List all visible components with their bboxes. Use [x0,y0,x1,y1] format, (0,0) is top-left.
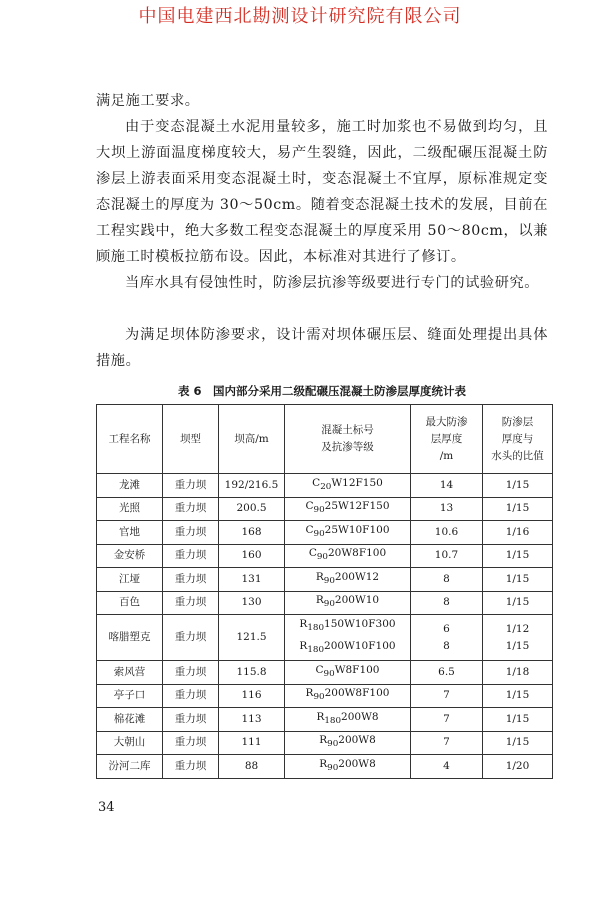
table-row: 龙滩 重力坝 192/216.5 $C_{20}W12F150$ 14 1/15 [97,474,553,498]
seepage-layer-table [96,404,553,779]
header-concrete-grade: 混凝土标号 及抗渗等级 [285,405,411,474]
table-row: 亭子口 重力坝 116 $R_{90}200W8F100$ 7 1/15 [97,684,553,708]
paragraph-erosion: 当库水具有侵蚀性时，防渗层抗渗等级要进行专门的试验研究。 [125,275,540,291]
table-caption: 表 6 国内部分采用二级配碾压混凝土防渗层厚度统计表 [177,384,466,398]
header-dam-height: 坝高/m [219,405,285,474]
table-row: 光照 重力坝 200.5 $C_{90}25W12F150$ 13 1/15 [97,497,553,521]
table-row: 官地 重力坝 168 $C_{90}25W10F100$ 10.6 1/16 [97,521,553,545]
table-row: 金安桥 重力坝 160 $C_{90}20W8F100$ 10.7 1/15 [97,544,553,568]
page-number: 34 [98,800,115,815]
paragraph-concrete-thickness: 由于变态混凝土水泥用量较多，施工时加浆也不易做到均匀，且大坝上游面温度梯度较大，易产生裂缝，因此，二级配碾压混凝土防渗层上游表面采用变态混凝土时，变态混凝土不宜厚，原标准规定变态混凝土的厚度为 30～50cm。随着变态混凝土技术的发展，目前在工程实践中，绝大多数工程变态混凝土的厚度采用 50～80cm，以兼顾施工时模板拉筋布设。因此，本标准对其进行了修订。 [96,119,548,265]
paragraph-continuation: 满足施工要求。 [96,93,200,109]
table-row: 江垭 重力坝 131 $R_{90}200W12$ 8 1/15 [97,568,553,592]
paragraph-seepage-measures: 为满足坝体防渗要求，设计需对坝体碾压层、缝面处理提出具体措施。 [96,327,548,369]
header-project-name: 工程名称 [97,405,163,474]
header-max-thickness: 最大防渗 层厚度 /m [411,405,483,474]
table-row: 百色 重力坝 130 $R_{90}200W10$ 8 1/15 [97,591,553,615]
table-row: 索风营 重力坝 115.8 $C_{90}W8F100$ 6.5 1/18 [97,661,553,685]
table-row: 汾河二库 重力坝 88 $R_{90}200W8$ 4 1/20 [97,755,553,779]
table-row: 棉花滩 重力坝 113 $R_{180}200W8$ 7 1/15 [97,708,553,732]
table-header-row [97,405,553,474]
header-dam-type: 坝型 [163,405,219,474]
table-row: 大朝山 重力坝 111 $R_{90}200W8$ 7 1/15 [97,731,553,755]
company-header: 中国电建西北勘测设计研究院有限公司 [138,6,462,27]
table-row-double: 喀腊塑克 重力坝 121.5 $R_{180}150W10F300$ $R_{180}200W10F100$ 6 8 1/12 1/15 [97,615,553,661]
header-thickness-ratio: 防渗层 厚度与 水头的比值 [483,405,553,474]
